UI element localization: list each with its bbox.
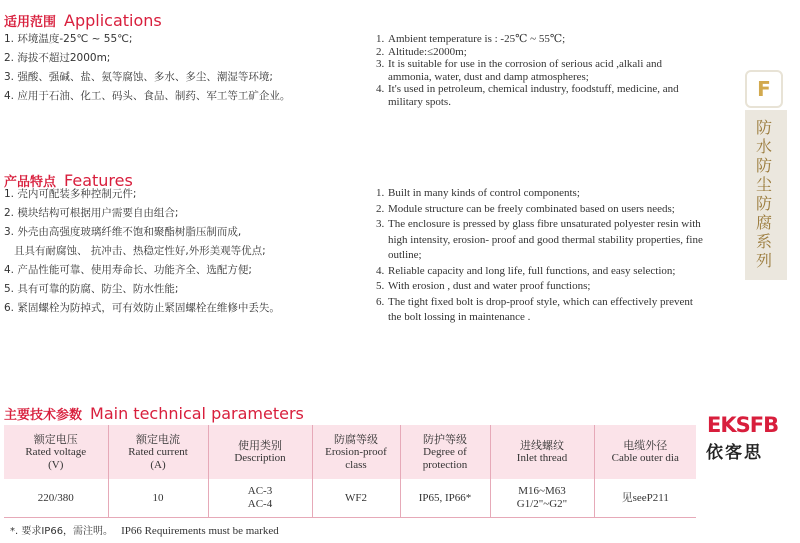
list-item — [376, 264, 706, 280]
item-text: Built in many kinds of control components; — [388, 187, 580, 199]
footnote-en: IP66 Requirements must be marked — [121, 525, 279, 537]
list-item: 2. 海拔不超过2000m; — [4, 52, 111, 64]
item-number: 5. — [376, 280, 385, 292]
item-text: Module structure can be freely combinated based on users needs; — [388, 202, 675, 215]
item-number: 4. — [376, 83, 385, 95]
parameters-table — [4, 425, 696, 518]
header-rated-current: 额定电流 Rated current (A) — [108, 425, 208, 479]
item-number: 3. — [376, 218, 385, 230]
features-title-en: Features — [64, 171, 133, 190]
list-item — [376, 279, 706, 295]
cell-erosion-proof: WF2 — [312, 479, 400, 518]
cell-cable-dia: 见seeP211 — [594, 479, 696, 518]
item-text: It is suitable for use in the corrosion of serious acid ,alkali and ammonia, water, dust and damp atmospheres; — [388, 58, 663, 83]
cell-description: AC-3 AC-4 — [208, 479, 312, 518]
features-list-cn — [4, 185, 280, 318]
list-item: 3. 强酸、强碱、盐、氨等腐蚀、多水、多尘、潮湿等环境; — [4, 71, 273, 83]
brand-logo — [706, 412, 800, 462]
list-item: 6. 紧固螺栓为防掉式，可有效防止紧固螺栓在维修中丢失。 — [4, 302, 280, 314]
item-text: Reliable capacity and long life, full functions, and easy selection; — [388, 264, 676, 277]
series-label: 防水防尘防腐系列 — [755, 118, 772, 270]
list-item — [376, 295, 706, 326]
list-item: 2. 模块结构可根据用户需要自由组合; — [4, 207, 179, 219]
item-number: 6. — [376, 295, 385, 308]
list-item — [376, 217, 706, 264]
item-text: The tight fixed bolt is drop-proof style, which can effectively prevent the bolt lossing in maintenance . — [388, 295, 693, 323]
applications-list-en — [376, 33, 706, 108]
applications-title — [4, 3, 162, 32]
header-cable-dia: 电缆外径 Cable outer dia — [594, 425, 696, 479]
brand-logo-mark — [706, 412, 800, 436]
features-list-en — [376, 186, 706, 326]
header-protection: 防护等级 Degree of protection — [400, 425, 490, 479]
item-text: The enclosure is pressed by glass fibre unsaturated polyester resin with high intensity, erosion- proof and good thermal stability properties, fine outline; — [388, 218, 703, 261]
item-number: 2. — [376, 202, 385, 215]
series-letter: F — [745, 70, 783, 108]
list-item — [376, 202, 706, 218]
list-item: 5. 具有可靠的防腐、防尘、防水性能; — [4, 283, 179, 295]
applications-title-cn: 适用范围 — [4, 15, 57, 30]
item-number: 3. — [376, 58, 385, 70]
cell-rated-current: 10 — [108, 479, 208, 518]
list-item: 4. 应用于石油、化工、码头、食品、制药、军工等工矿企业。 — [4, 90, 291, 102]
item-number: 2. — [376, 45, 385, 58]
applications-list-cn — [4, 30, 290, 106]
list-item: 1. 壳内可配装多种控制元件; — [4, 188, 137, 200]
list-item: 1. 环境温度-25℃ ~ 55℃; — [4, 33, 133, 45]
features-title-cn: 产品特点 — [4, 175, 57, 190]
brand-name-cn: 依客思 — [706, 443, 763, 463]
series-side-tab — [745, 70, 787, 270]
params-title-cn: 主要技术参数 — [4, 408, 83, 423]
item-number: 1. — [376, 33, 385, 45]
item-number: 1. — [376, 187, 385, 199]
list-item: 4. 产品性能可靠、使用寿命长、功能齐全、选配方便; — [4, 264, 252, 276]
item-text: It's used in petroleum, chemical industry, foodstuff, medicine, and military spots. — [388, 83, 679, 108]
list-item — [376, 33, 706, 46]
footnote — [10, 522, 279, 537]
footnote-cn: *. 要求IP66，需注明。 — [10, 526, 114, 537]
logo-mark-text: EKSFB — [707, 413, 779, 436]
item-text: Ambient temperature is : -25℃ ~ 55℃; — [388, 33, 566, 45]
cell-rated-voltage: 220/380 — [4, 479, 108, 518]
header-inlet-thread: 进线螺纹 Inlet thread — [490, 425, 594, 479]
params-title-en: Main technical parameters — [90, 404, 304, 423]
header-rated-voltage: 额定电压 Rated voltage (V) — [4, 425, 108, 479]
cell-protection: IP65, IP66* — [400, 479, 490, 518]
list-item — [376, 186, 706, 202]
list-item: 3. 外壳由高强度玻璃纤维不饱和聚酯树脂压制而成, — [4, 226, 242, 238]
header-description: 使用类别 Description — [208, 425, 312, 479]
header-erosion-proof: 防腐等级 Erosion-proof class — [312, 425, 400, 479]
cell-inlet-thread: M16~M63 G1/2"~G2" — [490, 479, 594, 518]
item-text: Altitude:≤2000m; — [388, 45, 467, 58]
params-title — [4, 396, 304, 425]
list-item: 且具有耐腐蚀、 抗冲击、热稳定性好,外形美观等优点; — [4, 245, 266, 257]
item-number: 4. — [376, 264, 385, 277]
list-item — [376, 58, 706, 83]
item-text: With erosion , dust and water proof functions; — [388, 280, 591, 292]
applications-title-en: Applications — [64, 11, 162, 30]
table-row — [4, 479, 696, 518]
table-header-row — [4, 425, 696, 479]
list-item — [376, 46, 706, 59]
list-item — [376, 83, 706, 108]
